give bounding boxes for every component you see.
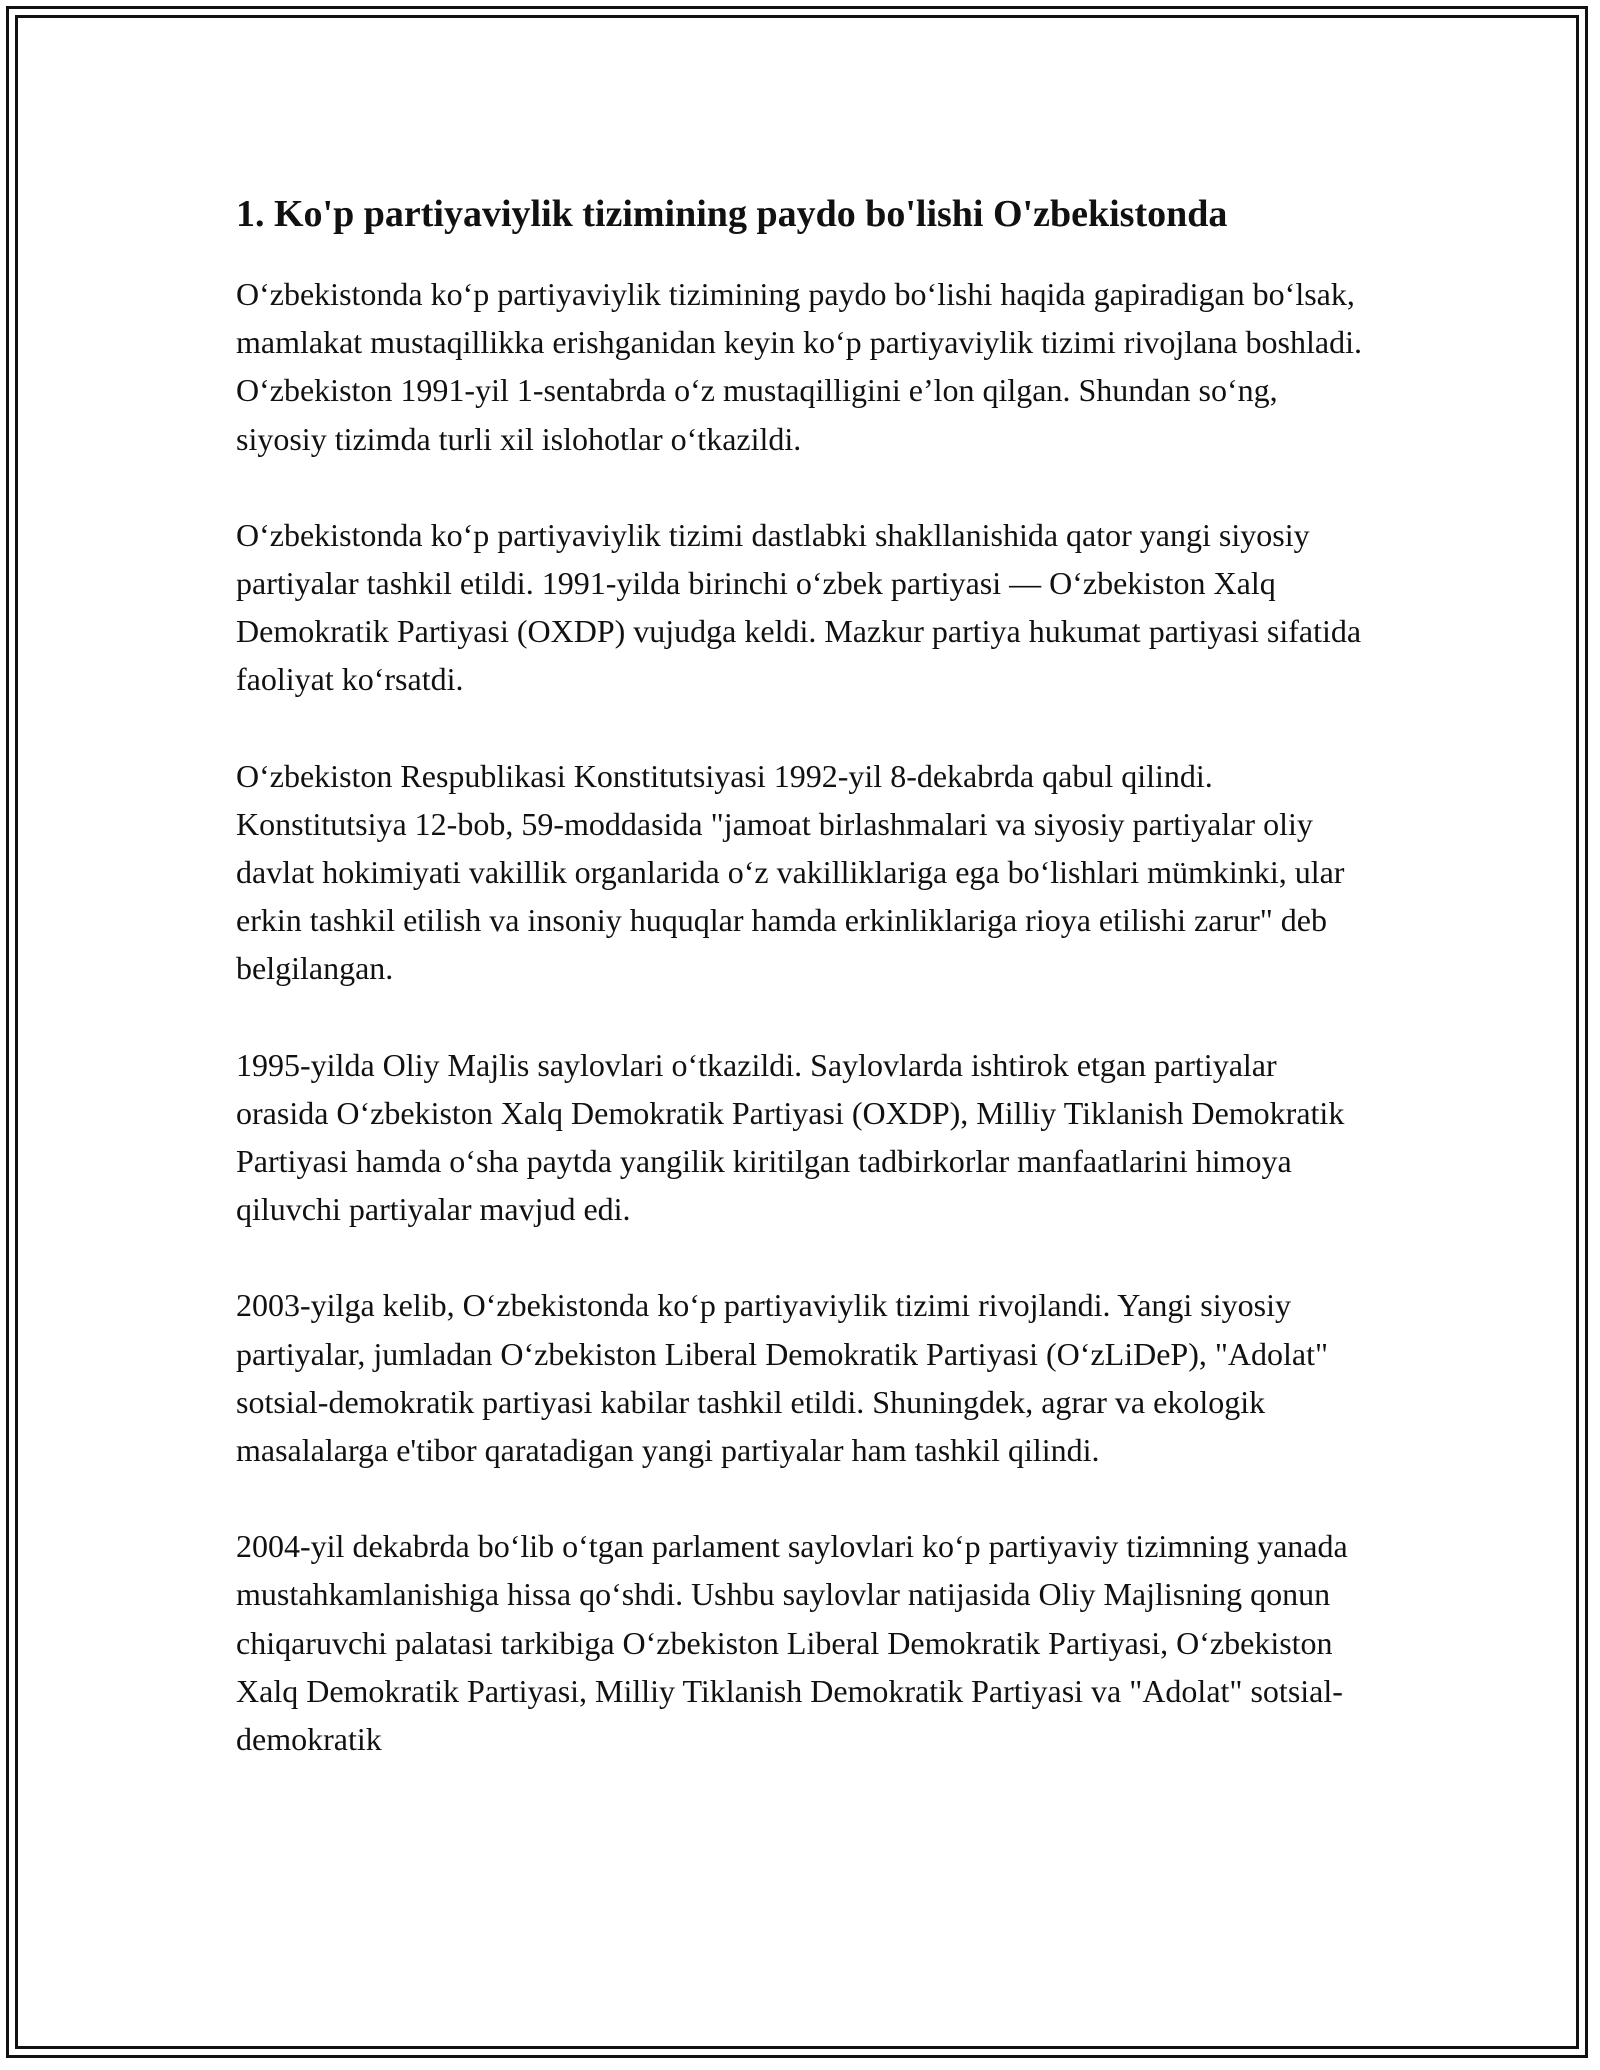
paragraph-5: 2003-yilga kelib, O‘zbekistonda ko‘p partiyaviylik tizimi rivojlandi. Yangi siyosiy partiyalar, jumladan O‘zbekiston Liberal Demokratik Partiyasi (O‘zLiDeP), "Adolat" sotsial-demokratik partiyasi kabilar tashkil etildi. Shuningdek, agrar va ekologik masalalarga e'tibor qaratadigan yangi partiyalar ham tashkil qilindi.	[236, 1287, 1329, 1469]
paragraph-4: 1995-yilda Oliy Majlis saylovlari o‘tkazildi. Saylovlarda ishtirok etgan partiyalar orasida O‘zbekiston Xalq Demokratik Partiyasi (OXDP), Milliy Tiklanish Demokratik Partiyasi hamda o‘sha paytda yangilik kiritilgan tadbirkorlar manfaatlarini himoya qiluvchi partiyalar mavjud edi.	[236, 1046, 1345, 1228]
paragraph-6: 2004-yil dekabrda bo‘lib o‘tgan parlament saylovlari ko‘p partiyaviy tizimning yanada mustahkamlanishiga hissa qo‘shdi. Ushbu saylovlar natijasida Oliy Majlisning qonun chiqaruvchi palatasi tarkibiga O‘zbekiston Liberal Demokratik Partiyasi, O‘zbekiston Xalq Demokratik Partiyasi, Milliy Tiklanish Demokratik Partiyasi va "Adolat" sotsial-demokratik	[236, 1528, 1348, 1758]
paragraph-1: O‘zbekistonda ko‘p partiyaviylik tizimining paydo bo‘lishi haqida gapiradigan bo‘lsak, mamlakat mustaqillikka erishganidan keyin ko‘p partiyaviylik tizimi rivojlana boshladi. O‘zbekiston 1991-yil 1-sentabrda o‘z mustaqilligini e’lon qilgan. Shundan so‘ng, siyosiy tizimda turli xil islohotlar o‘tkazildi.	[236, 276, 1362, 457]
document-body	[236, 190, 1366, 1763]
paragraph-3: O‘zbekiston Respublikasi Konstitutsiyasi 1992-yil 8-dekabrda qabul qilindi. Konstitutsiya 12-bob, 59-moddasida "jamoat birlashmalari va siyosiy partiyalar oliy davlat hokimiyati vakillik organlarida o‘z vakilliklariga ega bo‘lishlari mümkinki, ular erkin tashkil etilish va insoniy huquqlar hamda erkinliklariga rioya etilishi zarur" deb belgilangan.	[236, 757, 1345, 987]
paragraph-2: O‘zbekistonda ko‘p partiyaviylik tizimi dastlabki shakllanishida qator yangi siyosiy partiyalar tashkil etildi. 1991-yilda birinchi o‘zbek partiyasi — O‘zbekiston Xalq Demokratik Partiyasi (OXDP) vujudga keldi. Mazkur partiya hukumat partiyasi sifatida faoliyat ko‘rsatdi.	[236, 516, 1362, 698]
document-title: 1. Ko'p partiyaviylik tizimining paydo bo'lishi O'zbekistonda	[236, 193, 1228, 235]
